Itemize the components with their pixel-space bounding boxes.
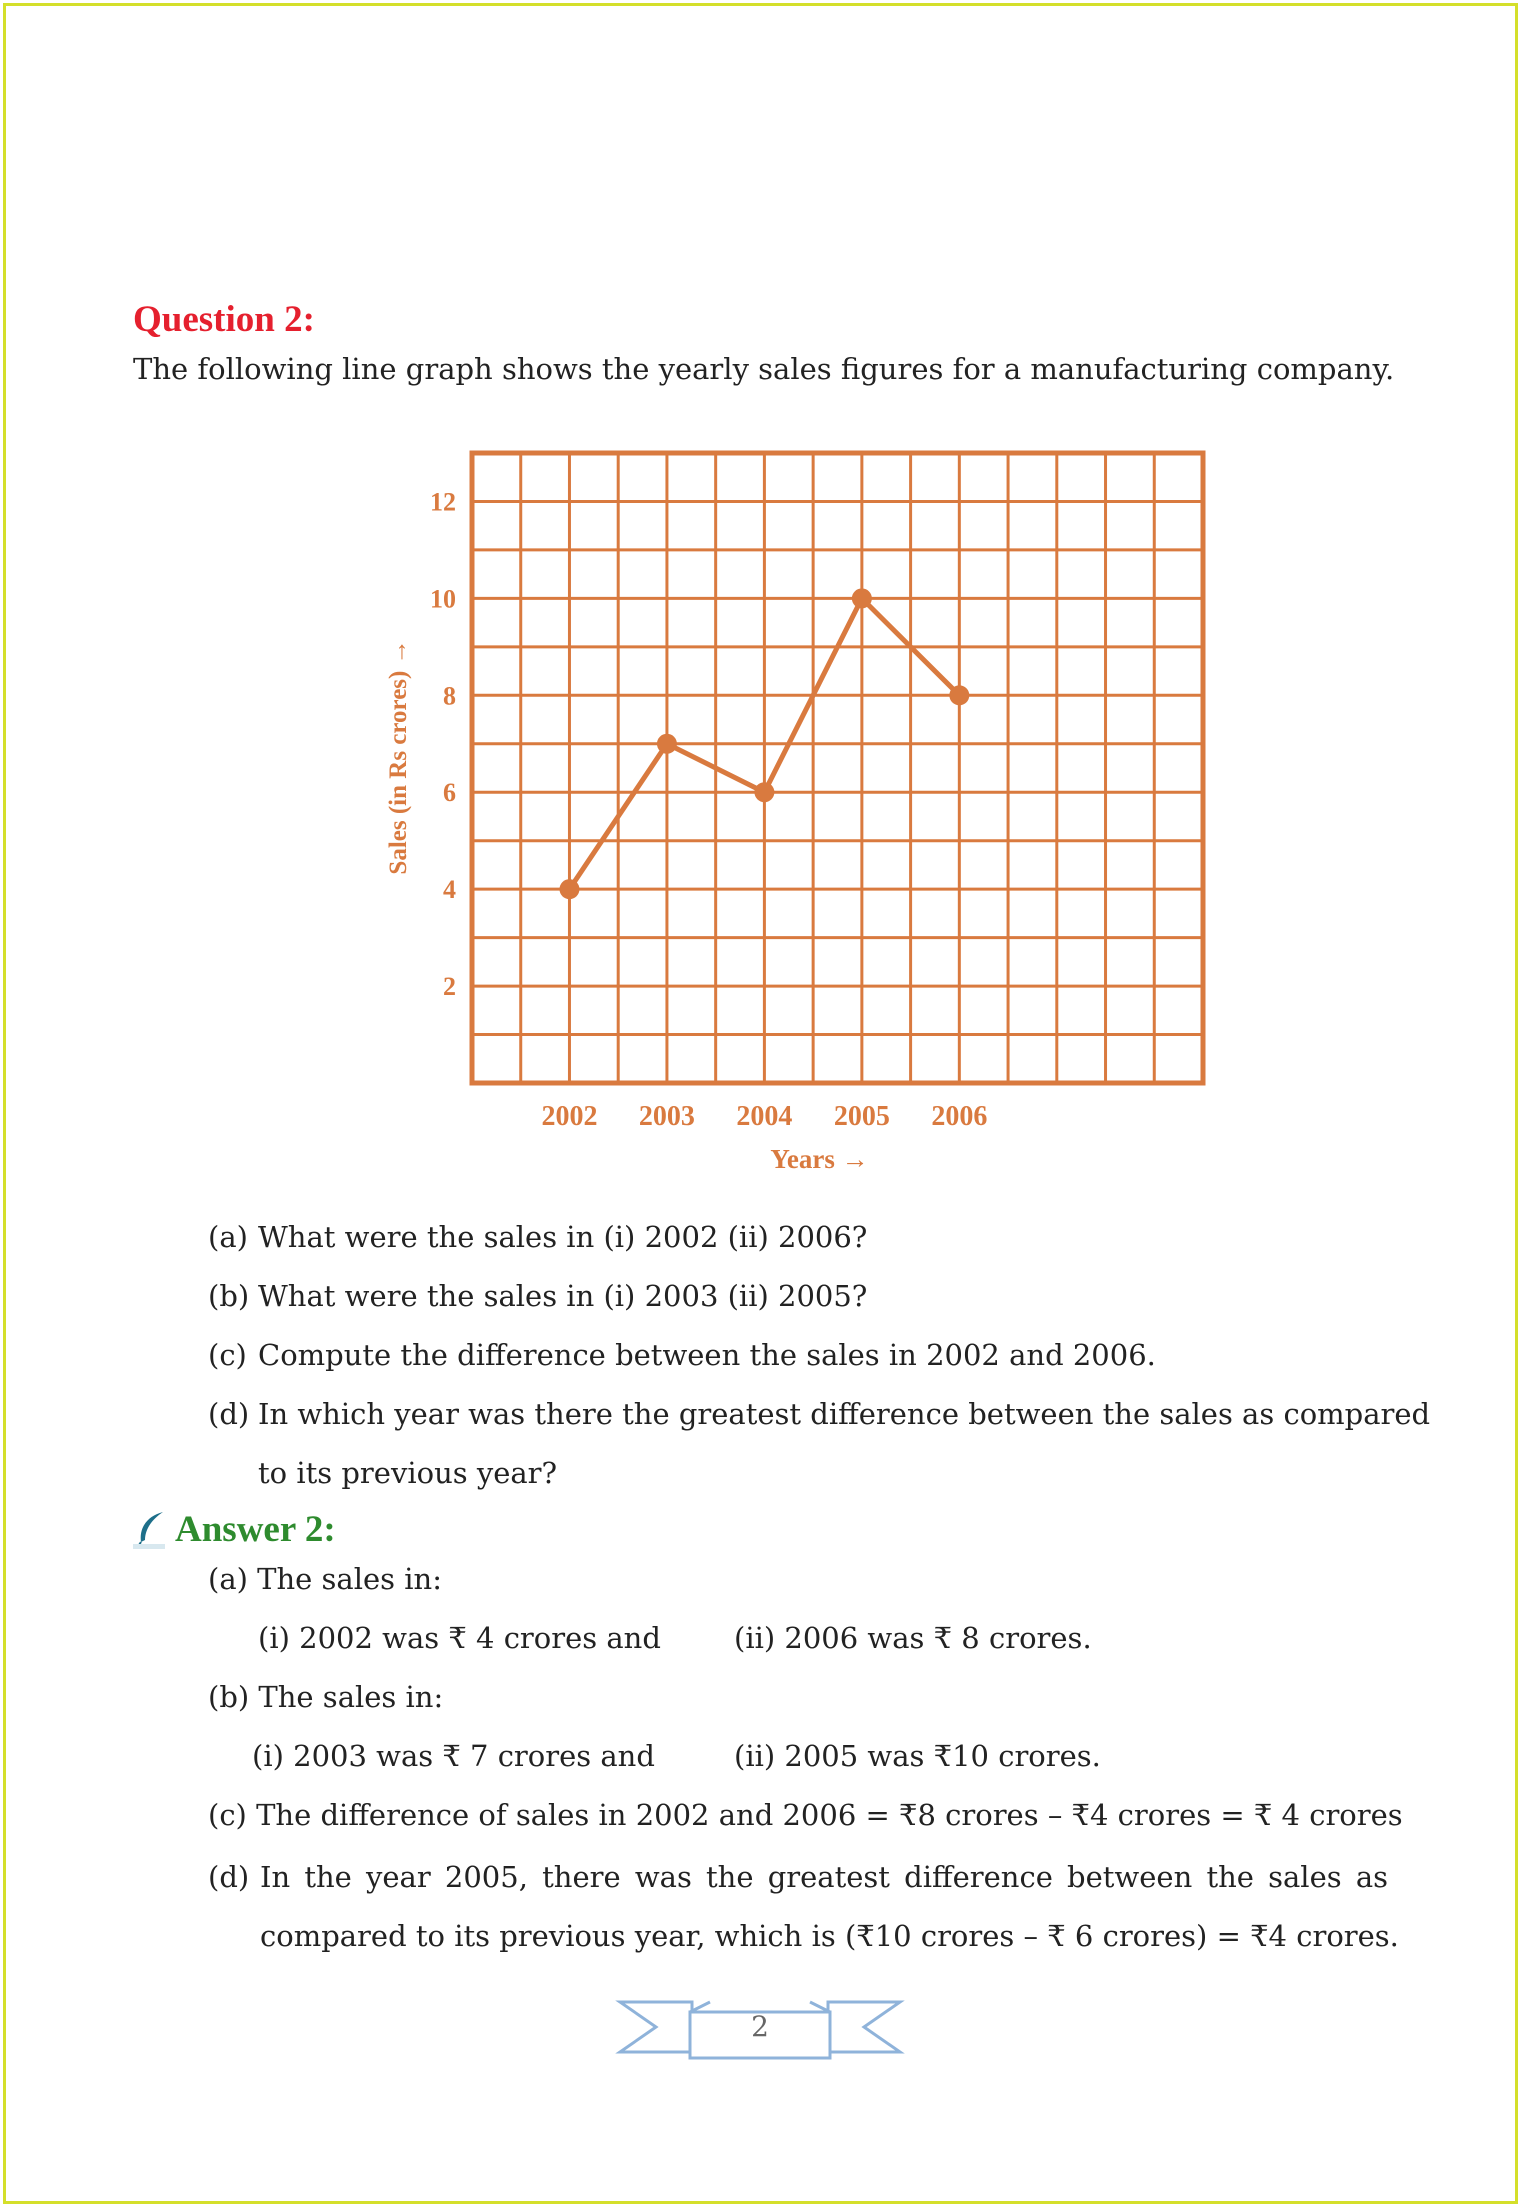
x-tick-labels [541,1101,987,1132]
sub-question-c: (c) Compute the difference between the sales in 2002 and 2006. [208,1338,1156,1372]
answer-c: (c) The difference of sales in 2002 and 2006 = ₹8 crores – ₹4 crores = ₹ 4 crores [208,1798,1403,1832]
y-axis-label: Sales (in Rs crores) → [385,639,412,875]
page-number: 2 [751,2010,769,2043]
data-point-2006 [949,685,969,705]
x-tick-label: 2005 [833,1101,890,1132]
answer-heading [133,1508,336,1551]
sub-question-d-cont: to its previous year? [258,1456,558,1490]
data-point-2003 [657,734,677,754]
x-tick-label: 2003 [638,1101,695,1132]
x-tick-label: 2006 [931,1101,988,1132]
data-point-2002 [559,879,579,899]
quill-logo-icon [133,1510,169,1550]
sub-question-d: (d) In which year was there the greatest difference between the sales as compared [208,1397,1431,1431]
sales-line-chart [370,440,1230,1180]
y-tick-label: 12 [430,487,456,517]
y-tick-label: 10 [430,584,456,614]
chart-grid [472,453,1203,1083]
answer-d-label: (d) [208,1860,250,1894]
answer-b-i: (i) 2003 was ₹ 7 crores and [252,1739,655,1773]
answer-b-head: (b) The sales in: [208,1680,444,1714]
data-point-2004 [754,782,774,802]
answer-d-line2: compared to its previous year, which is (₹10 crores – ₹ 6 crores) = ₹4 crores. [260,1919,1399,1953]
sub-question-b: (b) What were the sales in (i) 2003 (ii) 2005? [208,1279,868,1313]
data-point-2005 [852,588,872,608]
chart-frame [472,453,1203,1083]
answer-d-line1: In the year 2005, there was the greatest difference between the sales as [260,1860,1388,1894]
y-tick-label: 8 [443,681,456,711]
y-tick-label: 6 [443,778,456,808]
question-title: Question 2: [133,299,315,340]
x-axis-label: Years → [770,1144,869,1174]
answer-a-ii: (ii) 2006 was ₹ 8 crores. [734,1621,1092,1655]
y-tick-label: 4 [443,875,456,905]
x-tick-label: 2002 [541,1101,598,1132]
y-tick-labels [430,487,456,1001]
y-tick-label: 2 [443,972,456,1002]
answer-a-i: (i) 2002 was ₹ 4 crores and [258,1621,661,1655]
answer-b-ii: (ii) 2005 was ₹10 crores. [734,1739,1101,1773]
sub-question-a: (a) What were the sales in (i) 2002 (ii) 2006? [208,1220,868,1254]
answer-a-head: (a) The sales in: [208,1562,442,1596]
x-tick-label: 2004 [736,1101,793,1132]
answer-title: Answer 2: [175,1509,336,1550]
question-intro: The following line graph shows the yearly sales figures for a manufacturing company. [133,352,1395,386]
